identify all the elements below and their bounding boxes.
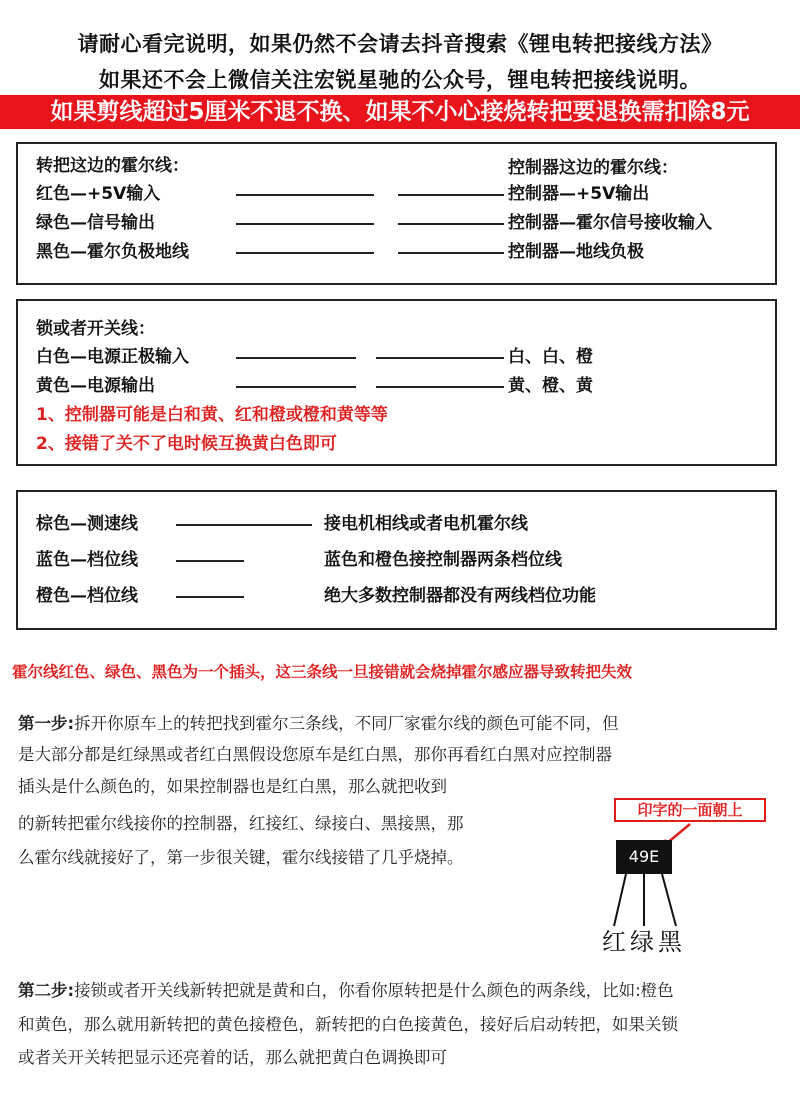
step2-line-2: 和黄色，那么就用新转把的黄色接橙色，新转把的白色接黄色，接好后启动转把，如果关锁 [18,1015,678,1034]
connector-line [398,252,504,254]
misc-wire-box [16,490,777,630]
hall-wire-box [16,142,777,285]
connector-line [236,386,356,388]
connector-line [176,560,244,562]
lock-row-white-right: 白、白、橙 [508,347,593,367]
connector-line [236,194,374,196]
lock-row-white-left: 白色—电源正极输入 [36,347,189,367]
step1-line-4: 的新转把霍尔线接你的控制器，红接红、绿接白、黑接黑，那 [18,814,464,833]
connector-line [376,386,504,388]
step2-text: 接锁或者开关线新转把就是黄和白，你看你原转把是什么颜色的两条线，比如:橙色 [74,981,674,1000]
step2-label: 第二步: [18,981,75,1000]
step2-line-1 [18,976,674,1006]
sensor-orientation-label: 印字的一面朝上 [614,798,766,822]
connector-line [176,524,312,526]
hall-row-green-left: 绿色—信号输出 [36,213,155,233]
lock-row-yellow-right: 黄、橙、黄 [508,376,593,396]
misc-row-brown-left: 棕色—测速线 [36,514,138,534]
connector-line [398,194,504,196]
header-line-1: 请耐心看完说明，如果仍然不会请去抖音搜索《锂电转把接线方法》 [77,32,723,56]
step1-line-3: 插头是什么颜色的，如果控制器也是红白黑，那么就把收到 [18,777,447,796]
lock-note-2: 2、接错了关不了电时候互换黄白色即可 [36,434,337,454]
step2-line-3: 或者关开关转把显示还亮着的话，那么就把黄白色调换即可 [18,1048,447,1067]
lock-title: 锁或者开关线： [36,319,155,339]
misc-row-blue-right: 蓝色和橙色接控制器两条档位线 [324,550,562,570]
connector-line [176,596,244,598]
hall-row-green-right: 控制器—霍尔信号接收输入 [508,213,712,233]
hall-sensor-chip: 49E [616,840,672,874]
misc-row-orange-left: 橙色—档位线 [36,586,138,606]
connector-line [398,223,504,225]
lock-row-yellow-left: 黄色—电源输出 [36,376,155,396]
wire-red [614,874,626,926]
hall-row-black-left: 黑色—霍尔负极地线 [36,242,189,262]
wire-black [662,874,676,926]
hall-row-red-left: 红色—+5V输入 [36,184,161,204]
misc-row-brown-right: 接电机相线或者电机霍尔线 [324,514,528,534]
hall-warning: 霍尔线红色、绿色、黑色为一个插头，这三条线一旦接错就会烧掉霍尔感应器导致转把失效 [12,663,633,681]
step1-label: 第一步: [18,714,75,733]
lock-note-1: 1、控制器可能是白和黄、红和橙或橙和黄等等 [36,405,388,425]
connector-line [236,223,374,225]
step1-line-2: 是大部分都是红绿黑或者红白黑假设您原车是红白黑，那你再看红白黑对应控制器 [18,745,612,764]
header-line-2: 如果还不会上微信关注宏锐星驰的公众号，锂电转把接线说明。 [99,68,701,92]
misc-row-orange-right: 绝大多数控制器都没有两线档位功能 [324,586,596,606]
warning-banner: 如果剪线超过5厘米不退不换、如果不小心接烧转把要退换需扣除8元 [0,95,800,129]
connector-line [376,357,504,359]
hall-left-title: 转把这边的霍尔线： [36,156,189,176]
connector-line [236,252,374,254]
step1-text: 拆开你原车上的转把找到霍尔三条线，不同厂家霍尔线的颜色可能不同，但 [74,714,619,733]
step1-line-5: 么霍尔线就接好了，第一步很关键，霍尔线接错了几乎烧掉。 [18,848,464,867]
hall-row-black-right: 控制器—地线负极 [508,242,644,262]
connector-line [236,357,356,359]
misc-row-blue-left: 蓝色—档位线 [36,550,138,570]
lock-wire-box [16,299,777,466]
hall-right-title: 控制器这边的霍尔线： [508,158,678,178]
hall-row-red-right: 控制器—+5V输出 [508,184,650,204]
step1-line-1 [18,709,619,739]
sensor-wire-labels: 红绿黑 [602,928,686,956]
